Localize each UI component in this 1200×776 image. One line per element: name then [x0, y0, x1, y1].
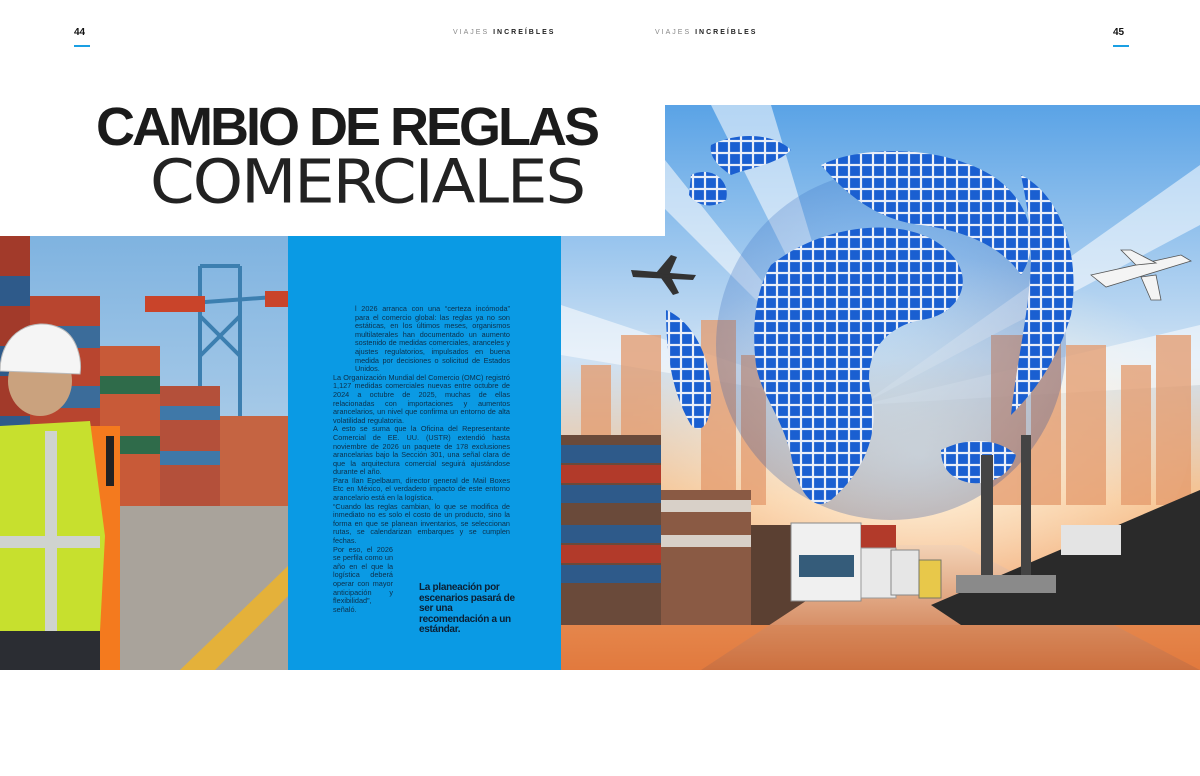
- page-number-left-text: 44: [74, 27, 86, 38]
- headline-line2: COMERCIALES: [150, 147, 585, 218]
- pull-quote: La planeación por escenarios pasará de ser una recomendación a un estándar.: [419, 582, 515, 635]
- article-paragraph-5: “Cuando las reglas cambian, lo que se modifica de inmediato no es solo el costo de un producto, sino la forma en que se planean inventarios, se seleccionan rutas, se calendarizan embarques y se cumplen fechas.: [333, 501, 510, 546]
- running-head-left: [453, 29, 555, 36]
- article-paragraph-6: Por eso, el 2026 se perfila como un año en el que la logística deberá operar con mayor anticipación y flexibilidad”, señaló.: [333, 544, 393, 614]
- running-head-right-bold: INCREÍBLES: [695, 29, 758, 36]
- article-paragraph-1: l 2026 arranca con una “certeza incómoda” para el comercio global: las reglas ya no son estáticas, en los últimos meses, organismos multilaterales han documentado un aumento sostenido de medidas comerciales, aranceles y ajustes regulatorios, impulsados en buena medida por decisiones o solicitud de Estados Unidos.: [355, 304, 510, 374]
- page-number-left: [74, 27, 90, 47]
- article-body: [333, 305, 510, 614]
- page-number-right-text: 45: [1113, 27, 1125, 38]
- article-paragraph-2: La Organización Mundial del Comercio (OMC) registró 1,127 medidas comerciales nuevas entre octubre de 2024 a octubre de 2025, muchas de ellas relacionadas con importaciones y aumentos arancelarios, un nivel que confirma un entorno de alta volatilidad regulatoria.: [333, 372, 510, 425]
- running-head-right: [655, 29, 757, 36]
- running-head-left-light: VIAJES: [453, 29, 494, 36]
- port-worker-photo: [0, 236, 288, 670]
- headline-line1: CAMBIO DE REGLAS: [96, 97, 598, 157]
- running-head-right-light: VIAJES: [655, 29, 696, 36]
- page-number-right: [1113, 27, 1129, 47]
- article-paragraph-3: A esto se suma que la Oficina del Representante Comercial de EE. UU. (USTR) extendió hasta noviembre de 2026 un paquete de 178 exclusiones arancelarias bajo la Sección 301, una señal clara de que la arquitectura comercial seguirá ajustándose durante el año.: [333, 424, 510, 477]
- running-head-left-bold: INCREÍBLES: [493, 29, 556, 36]
- article-paragraph-4: Para Ilan Epelbaum, director general de Mail Boxes Etc en México, el verdadero impacto de este entorno arancelario está en la logística.: [333, 475, 510, 503]
- page-number-rule-right: [1113, 45, 1129, 47]
- page-number-rule-left: [74, 45, 90, 47]
